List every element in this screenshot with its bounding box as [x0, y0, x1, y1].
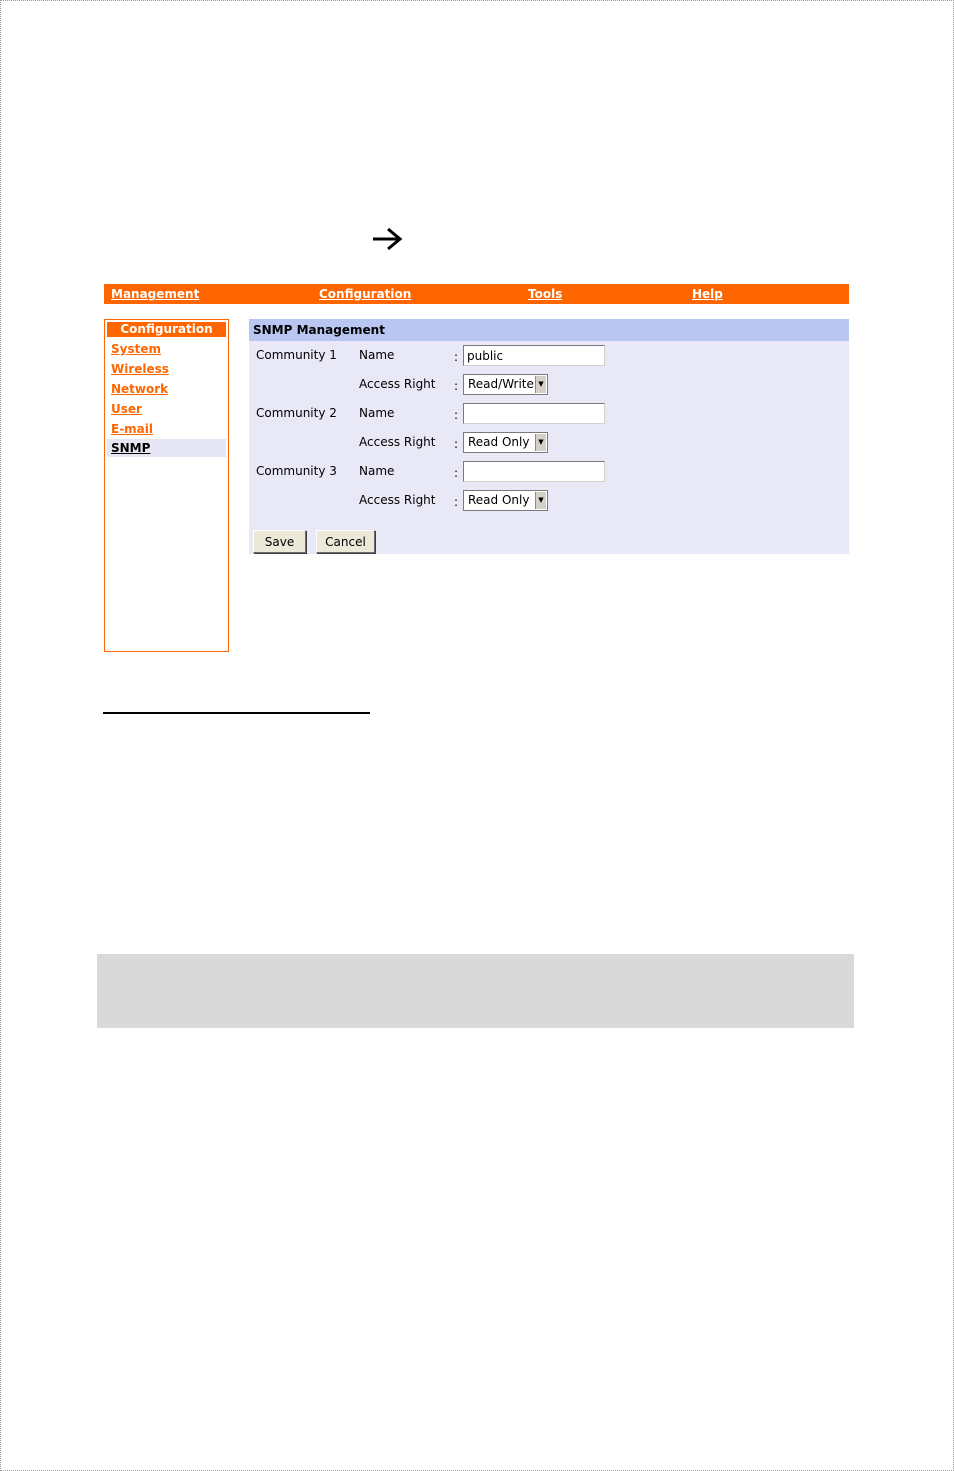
save-button[interactable]: Save: [253, 530, 306, 553]
community-2-label: Community 2: [256, 406, 337, 420]
community-3-label: Community 3: [256, 464, 337, 478]
sidebar-item-snmp[interactable]: [107, 439, 226, 457]
colon: :: [454, 495, 459, 509]
sidebar: [104, 319, 229, 652]
sidebar-item-label: Wireless: [111, 362, 169, 376]
right-arrow-icon: [370, 224, 404, 254]
sidebar-item-email[interactable]: [107, 420, 226, 438]
sidebar-item-wireless[interactable]: [107, 360, 226, 378]
top-nav-bar: [104, 284, 849, 304]
sidebar-item-label: Network: [111, 382, 169, 396]
horizontal-rule: [103, 712, 370, 714]
chevron-down-icon: ▼: [535, 434, 546, 451]
sidebar-item-label: System: [111, 342, 161, 356]
community-3-name-input[interactable]: [463, 461, 605, 482]
community-2-access-select[interactable]: [463, 432, 548, 453]
sidebar-item-label: SNMP: [111, 441, 151, 455]
name-label: Name: [359, 464, 395, 478]
nav-management[interactable]: Management: [111, 287, 200, 301]
access-right-label: Access Right: [359, 435, 436, 449]
sidebar-item-label: User: [111, 402, 142, 416]
name-label: Name: [359, 348, 395, 362]
chevron-down-icon: ▼: [535, 492, 546, 509]
panel-title: [249, 319, 849, 341]
shaded-note-box: [97, 954, 854, 1028]
nav-configuration[interactable]: Configuration: [319, 287, 412, 301]
sidebar-item-network[interactable]: [107, 380, 226, 398]
access-right-label: Access Right: [359, 377, 436, 391]
community-1-name-input[interactable]: [463, 345, 605, 366]
snmp-panel: [249, 319, 849, 554]
select-value: Read/Write: [468, 377, 534, 391]
access-right-label: Access Right: [359, 493, 436, 507]
nav-help[interactable]: Help: [692, 287, 723, 301]
colon: :: [454, 437, 459, 451]
cancel-button[interactable]: Cancel: [316, 530, 375, 553]
select-value: Read Only: [468, 493, 530, 507]
nav-tools[interactable]: Tools: [528, 287, 563, 301]
colon: :: [454, 350, 459, 364]
colon: :: [454, 466, 459, 480]
community-3-access-select[interactable]: [463, 490, 548, 511]
colon: :: [454, 408, 459, 422]
community-1-label: Community 1: [256, 348, 337, 362]
select-value: Read Only: [468, 435, 530, 449]
name-label: Name: [359, 406, 395, 420]
community-2-name-input[interactable]: [463, 403, 605, 424]
sidebar-item-label: E-mail: [111, 422, 154, 436]
panel-title-text: SNMP Management: [253, 323, 385, 337]
chevron-down-icon: ▼: [535, 376, 546, 393]
sidebar-header: Configuration: [107, 322, 226, 337]
sidebar-item-user[interactable]: [107, 400, 226, 418]
community-1-access-select[interactable]: [463, 374, 548, 395]
colon: :: [454, 379, 459, 393]
sidebar-item-system[interactable]: [107, 340, 226, 358]
